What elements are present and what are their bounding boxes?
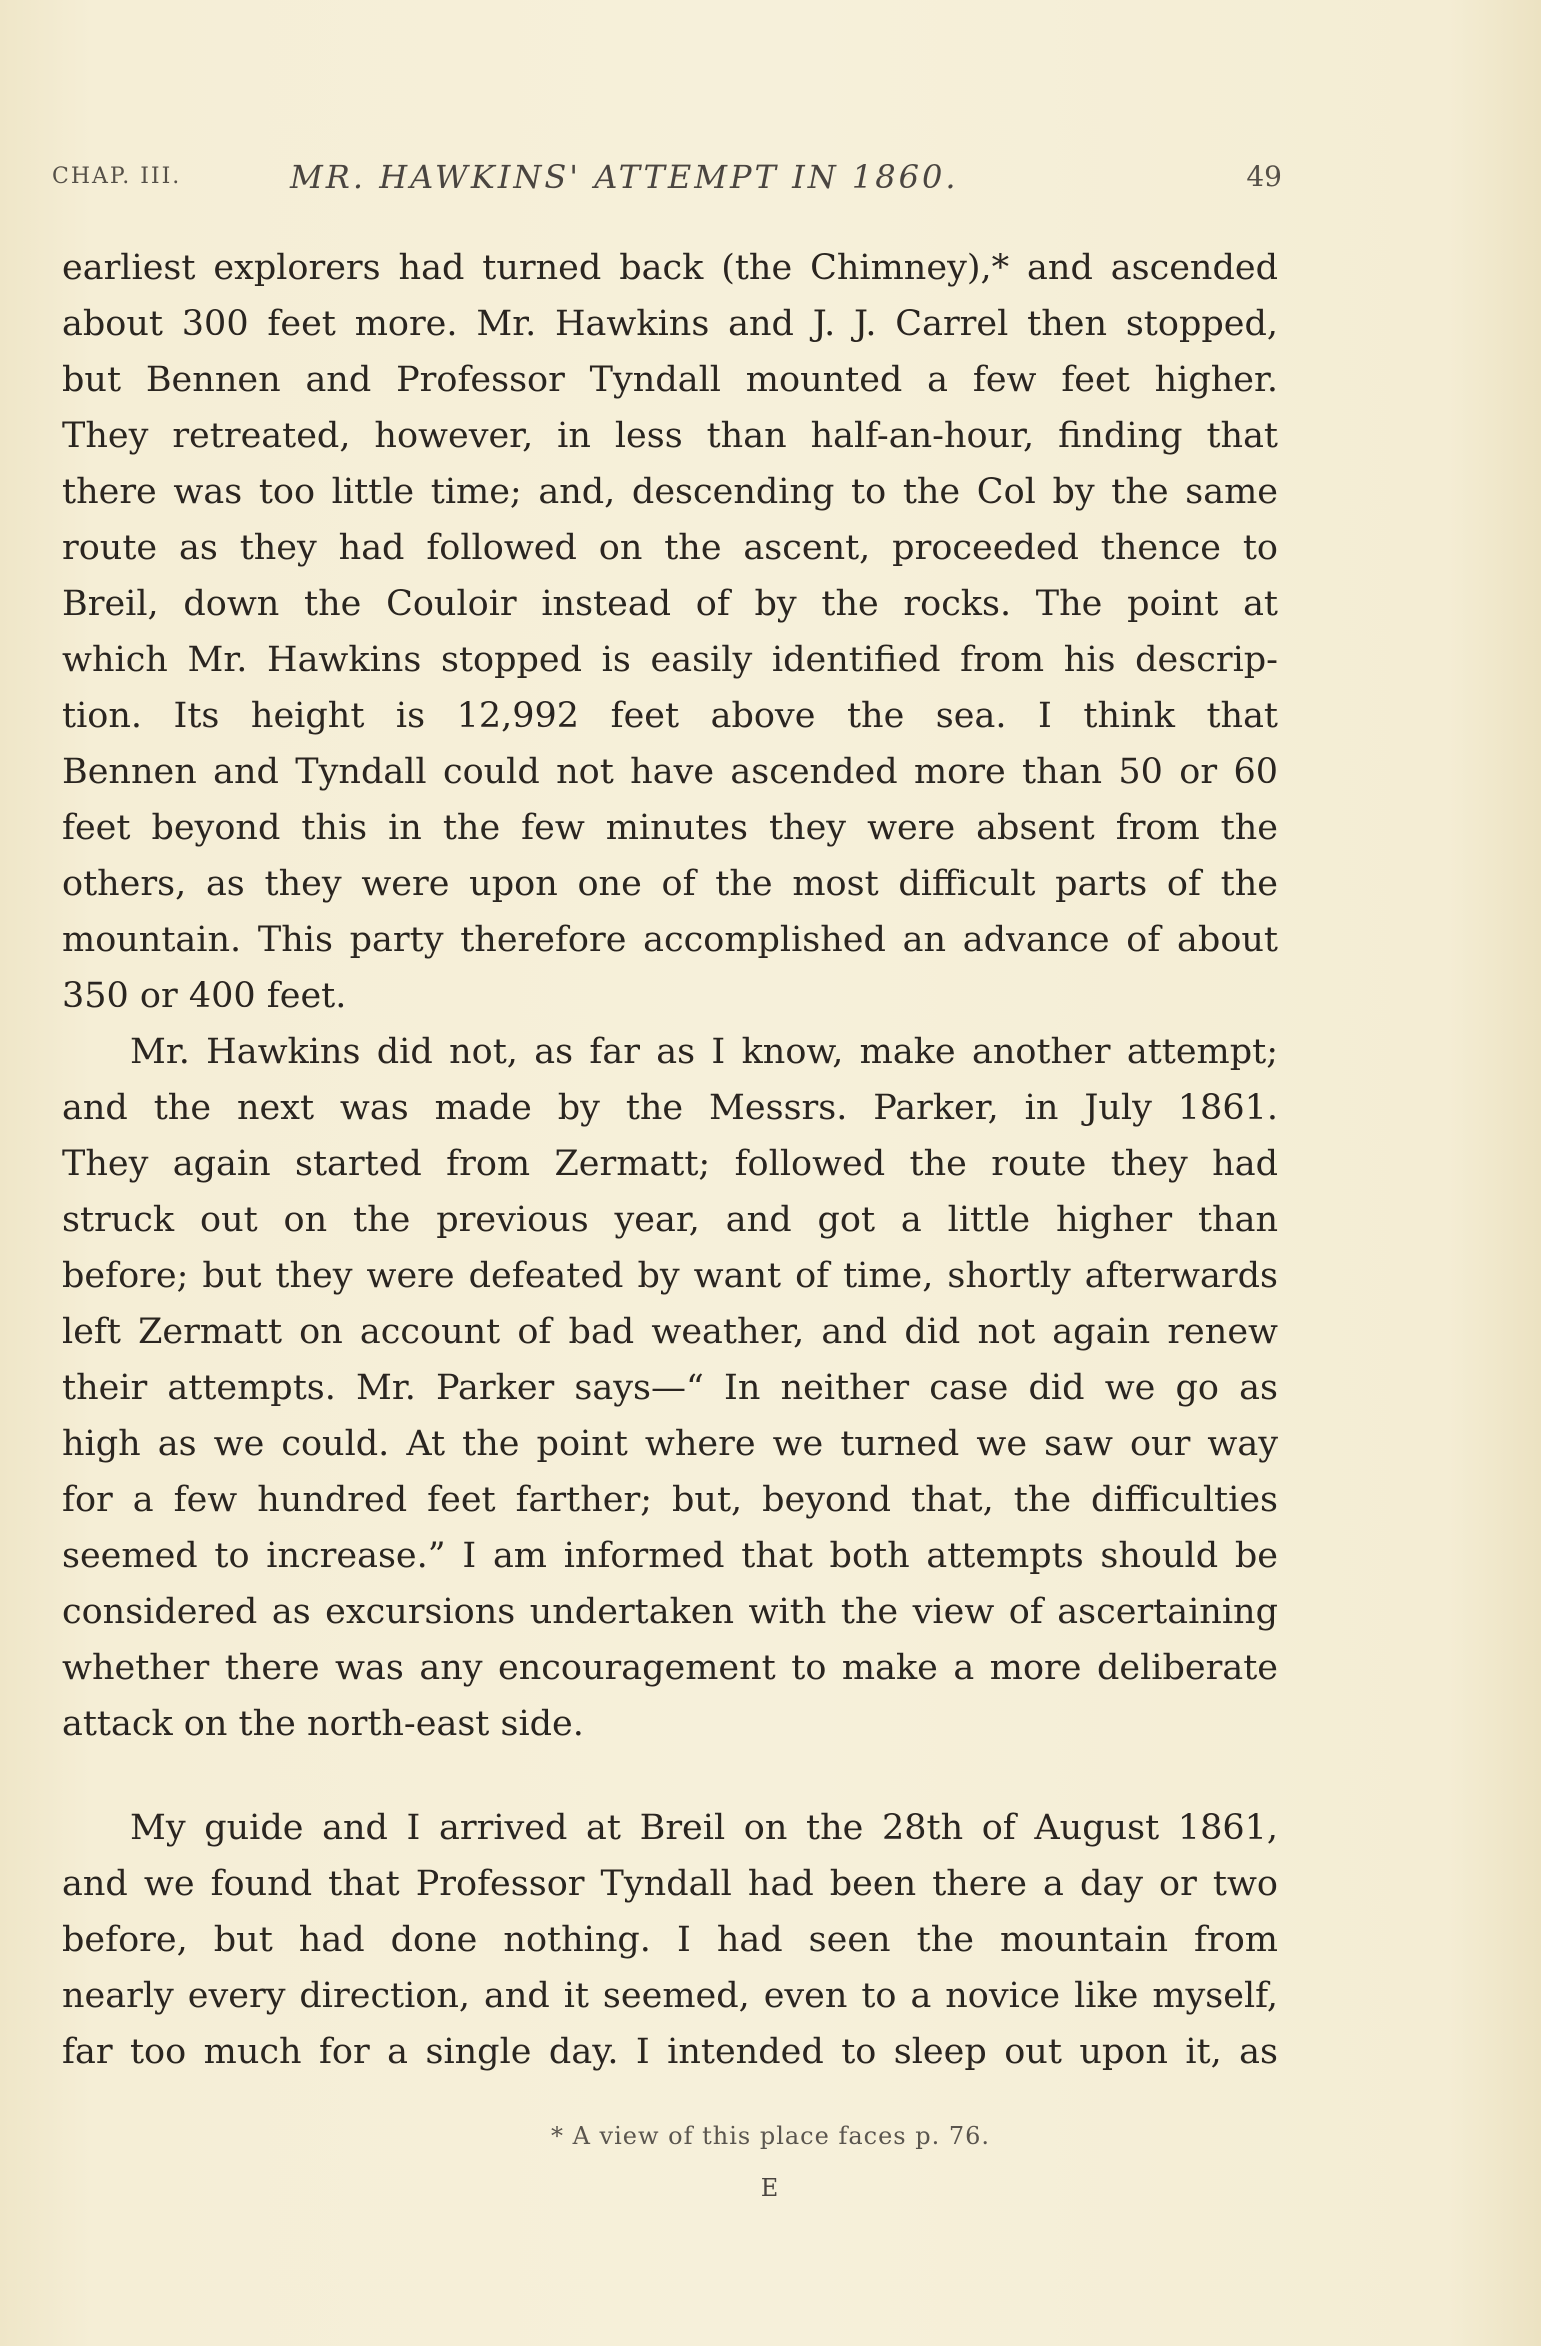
text-line: others, as they were upon one of the most difficult parts of the <box>62 864 1278 904</box>
text-line: for a few hundred feet farther; but, beyond that, the difficulties <box>62 1480 1278 1520</box>
running-title: MR. HAWKINS' ATTEMPT IN 1860. <box>290 158 959 196</box>
text-line: before; but they were defeated by want of time, shortly afterwards <box>62 1256 1278 1296</box>
text-line: and we found that Professor Tyndall had been there a day or two <box>62 1864 1278 1904</box>
text-line: feet beyond this in the few minutes they were absent from the <box>62 808 1278 848</box>
body-text <box>62 240 1278 2080</box>
text-line: left Zermatt on account of bad weather, and did not again renew <box>62 1312 1278 1352</box>
text-line: mountain. This party therefore accomplished an advance of about <box>62 920 1278 960</box>
text-line: before, but had done nothing. I had seen the mountain from <box>62 1920 1278 1960</box>
text-line: They again started from Zermatt; followed the route they had <box>62 1144 1278 1184</box>
text-line: high as we could. At the point where we turned we saw our way <box>62 1424 1278 1464</box>
text-line: whether there was any encouragement to make a more deliberate <box>62 1648 1278 1688</box>
text-line: their attempts. Mr. Parker says—“ In neither case did we go as <box>62 1368 1278 1408</box>
text-line: earliest explorers had turned back (the Chimney),* and ascended <box>62 248 1278 288</box>
text-line: struck out on the previous year, and got a little higher than <box>62 1200 1278 1240</box>
signature-mark: E <box>760 2174 781 2202</box>
text-line: tion. Its height is 12,992 feet above the sea. I think that <box>62 696 1278 736</box>
paragraph-start-line: My guide and I arrived at Breil on the 28th of August 1861, <box>130 1808 1278 1848</box>
text-line: but Bennen and Professor Tyndall mounted a few feet higher. <box>62 360 1278 400</box>
chapter-label: CHAP. III. <box>52 164 182 189</box>
text-line: there was too little time; and, descending to the Col by the same <box>62 472 1278 512</box>
paragraph-start-line: Mr. Hawkins did not, as far as I know, make another attempt; <box>130 1032 1278 1072</box>
text-line: seemed to increase.” I am informed that both attempts should be <box>62 1536 1278 1576</box>
text-line: route as they had followed on the ascent, proceeded thence to <box>62 528 1278 568</box>
page-number: 49 <box>1246 160 1282 193</box>
text-line: Breil, down the Couloir instead of by the rocks. The point at <box>62 584 1278 624</box>
text-line: nearly every direction, and it seemed, even to a novice like myself, <box>62 1976 1278 2016</box>
text-line: 350 or 400 feet. <box>62 976 347 1016</box>
text-line: about 300 feet more. Mr. Hawkins and J. J. Carrel then stopped, <box>62 304 1278 344</box>
text-line: considered as excursions undertaken with the view of ascertaining <box>62 1592 1278 1632</box>
text-line: which Mr. Hawkins stopped is easily identified from his descrip- <box>62 640 1278 680</box>
text-line: Bennen and Tyndall could not have ascended more than 50 or 60 <box>62 752 1278 792</box>
text-line: and the next was made by the Messrs. Parker, in July 1861. <box>62 1088 1278 1128</box>
footnote: * A view of this place faces p. 76. <box>550 2122 991 2150</box>
text-line: They retreated, however, in less than half-an-hour, finding that <box>62 416 1278 456</box>
text-line: far too much for a single day. I intended to sleep out upon it, as <box>62 2032 1278 2072</box>
text-line: attack on the north-east side. <box>62 1704 584 1744</box>
section-gap <box>62 1752 1278 1800</box>
running-head <box>52 158 1282 198</box>
